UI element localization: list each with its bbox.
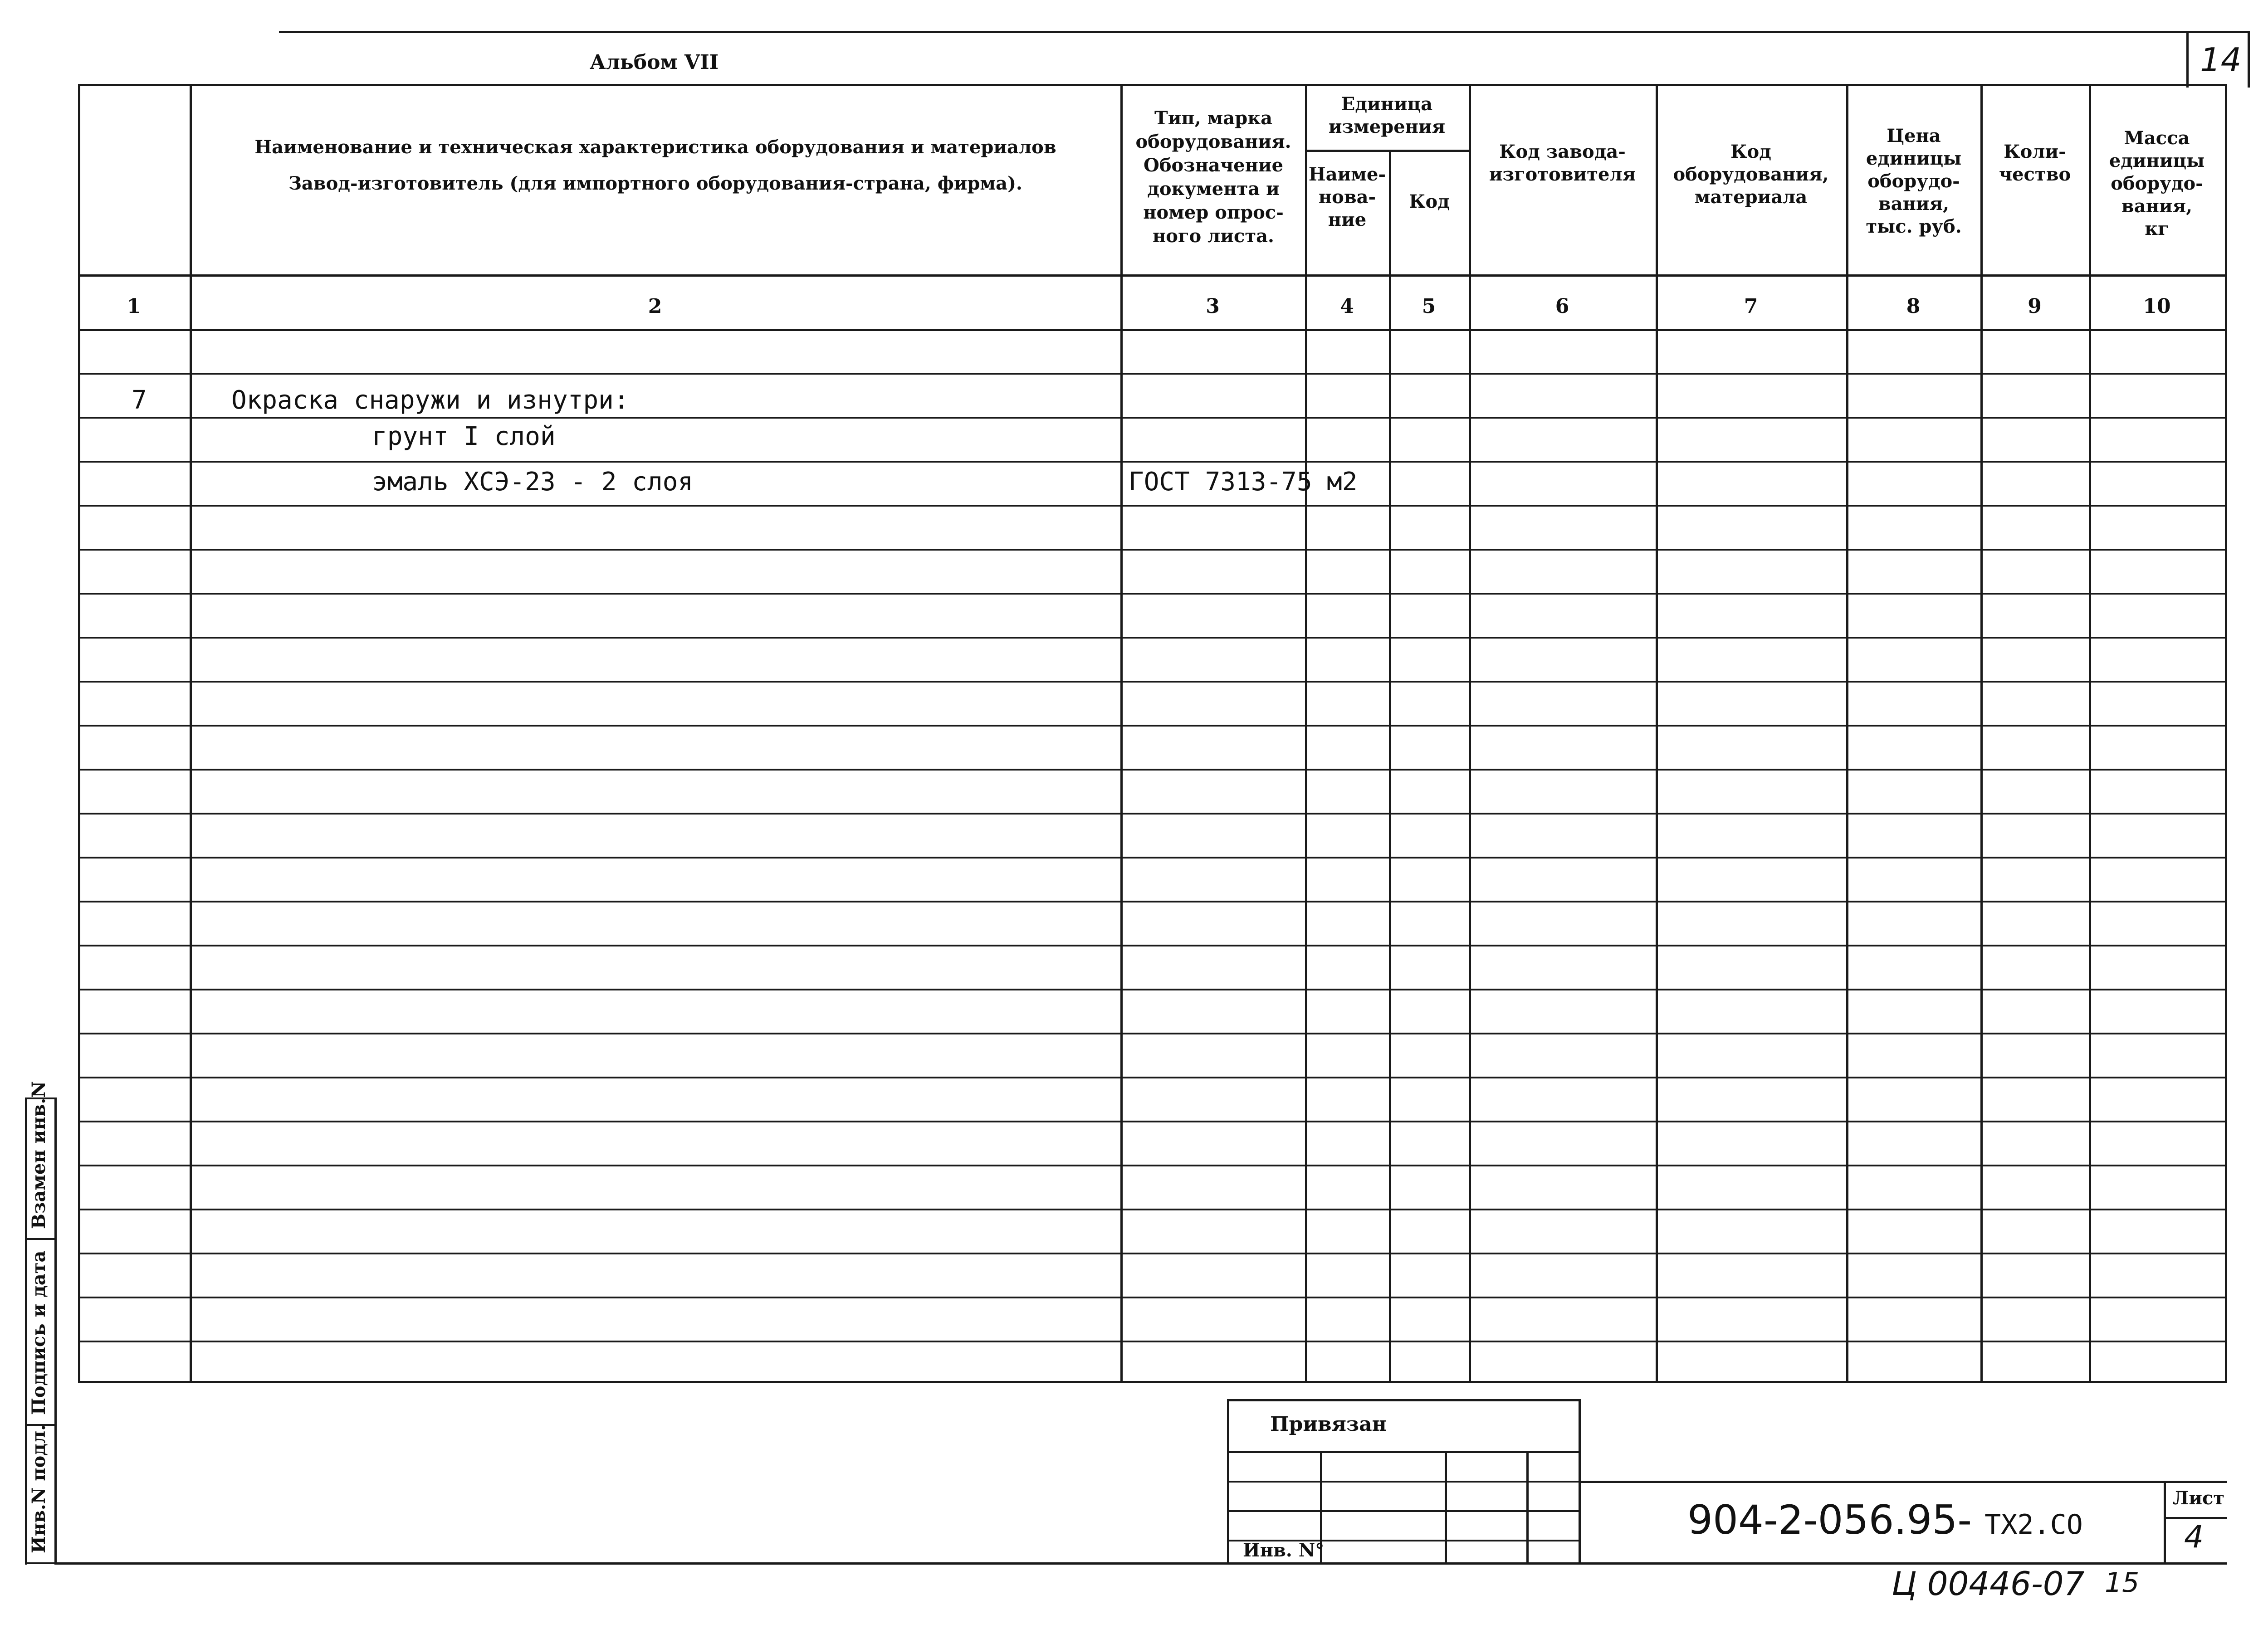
table-row-line: [78, 945, 2227, 946]
row-2-name: грунт I слой: [372, 422, 556, 451]
header-unit-group: Единица измерения: [1328, 93, 1446, 137]
row-3-unit: м2: [1327, 467, 1358, 497]
table-row-line: [78, 1121, 2227, 1122]
table-row-line: [78, 1165, 2227, 1166]
col-number-8: 8: [1906, 295, 1921, 318]
row-3-doc: ГОСТ 7313-75: [1129, 467, 1312, 497]
table-row-line: [78, 1341, 2227, 1342]
header-col4: Наиме- нова- ние: [1308, 164, 1386, 230]
col-number-10: 10: [2143, 295, 2171, 318]
header-col5: Код: [1409, 191, 1450, 212]
table-row-line: [78, 901, 2227, 902]
sheet-label: Лист: [2173, 1488, 2225, 1509]
document-code-main: 904-2-056.95-: [1687, 1497, 1972, 1543]
side-label-signature-date: Подпись и дата: [28, 1250, 49, 1415]
handwritten-number: 15: [2105, 1567, 2140, 1599]
table-row-line: [78, 417, 2227, 419]
table-row-line: [78, 373, 2227, 375]
header-col3: Тип, марка оборудования. Обозначение документа и номер опрос- ного листа.: [1135, 107, 1291, 247]
handwritten-archive-code: Ц 00446-07: [1892, 1565, 2085, 1603]
row-1-pos: 7: [132, 385, 147, 415]
bound-label: Привязан: [1270, 1413, 1387, 1436]
album-label: Альбом VII: [590, 51, 719, 74]
table-row-line: [78, 769, 2227, 771]
table-row-line: [78, 549, 2227, 551]
side-label-inv-original: Инв.N подл.: [28, 1424, 49, 1553]
side-label-replace-inv: Взамен инв.N: [28, 1081, 49, 1229]
document-code: [1687, 1497, 2083, 1543]
corner-sheet-number: 14: [2200, 41, 2242, 79]
row-3-name: эмаль ХСЭ-23 - 2 слоя: [372, 467, 694, 497]
col-number-5: 5: [1422, 295, 1436, 318]
sheet-number: 4: [2184, 1519, 2204, 1555]
table-row-line: [78, 637, 2227, 639]
header-col10: Масса единицы оборудо- вания, кг: [2109, 127, 2205, 239]
table-row-line: [78, 1077, 2227, 1078]
header-col8: Цена единицы оборудо- вания, тыс. руб.: [1866, 125, 1962, 237]
table-row-line: [78, 725, 2227, 727]
table-row-line: [78, 989, 2227, 990]
col-number-6: 6: [1555, 295, 1569, 318]
header-col9: Коли- чество: [1999, 141, 2071, 185]
col-number-9: 9: [2028, 295, 2042, 318]
table-row-line: [78, 593, 2227, 595]
col-number-4: 4: [1340, 295, 1354, 318]
col-number-3: 3: [1206, 295, 1220, 318]
header-col2: Наименование и техническая характеристика оборудования и материалов Завод-изготовитель (для импортного оборудования-страна, фирма).: [254, 137, 1056, 194]
col-number-7: 7: [1744, 295, 1758, 318]
document-code-suffix: ТХ2.СО: [1984, 1509, 2083, 1541]
table-row-line: [78, 461, 2227, 463]
table-row-line: [78, 1297, 2227, 1298]
table-row-line: [78, 813, 2227, 815]
table-row-line: [78, 505, 2227, 507]
row-1-name: Окраска снаружи и изнутри:: [231, 385, 629, 415]
table-row-line: [78, 681, 2227, 683]
table-row-line: [78, 1033, 2227, 1034]
inv-label: Инв. N°: [1243, 1540, 1325, 1561]
table-row-line: [78, 1209, 2227, 1210]
col-number-2: 2: [648, 295, 662, 318]
table-row-line: [78, 857, 2227, 858]
header-col6: Код завода- изготовителя: [1489, 141, 1636, 185]
header-col7: Код оборудования, материала: [1673, 141, 1829, 208]
col-number-1: 1: [127, 295, 141, 318]
table-row-line: [78, 1253, 2227, 1254]
